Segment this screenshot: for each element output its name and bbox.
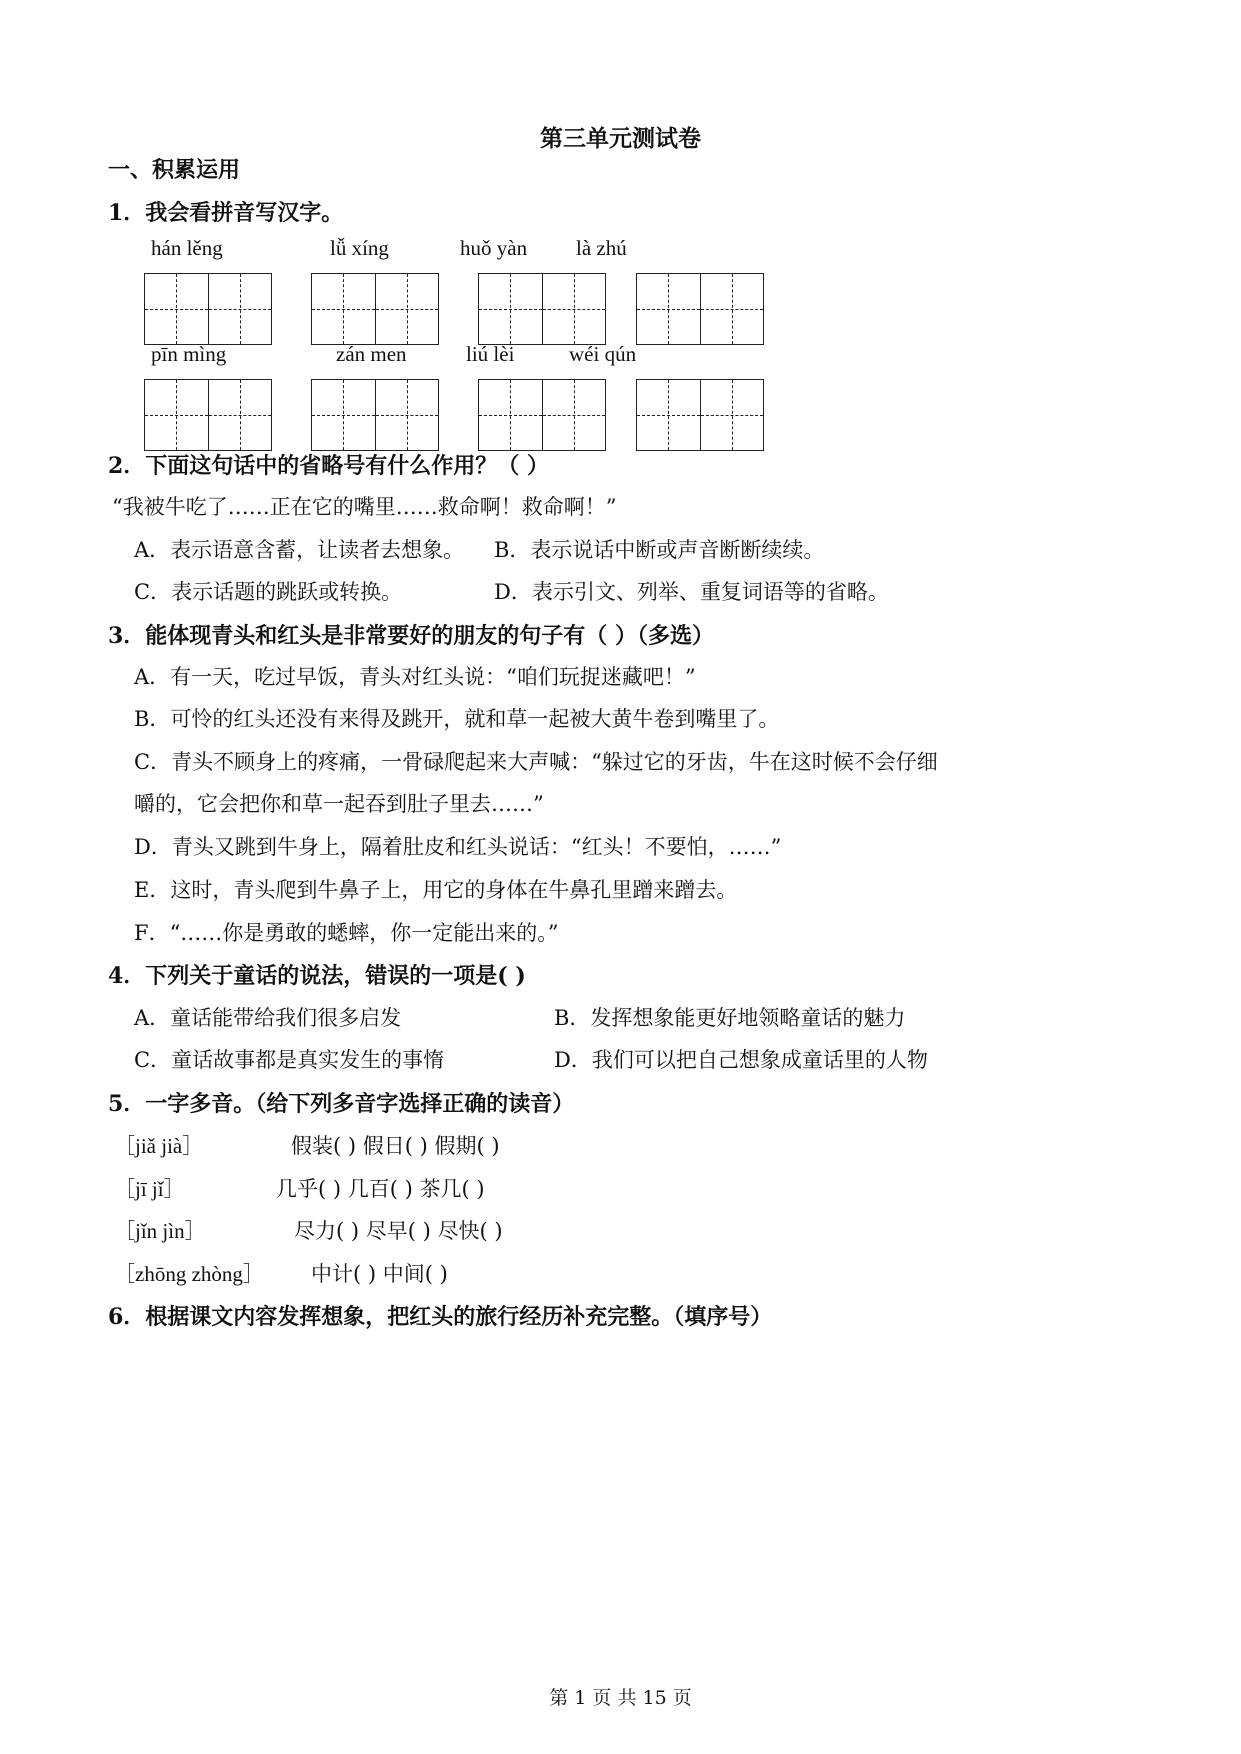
- option-c: C．童话故事都是真实发生的事惰: [134, 1048, 445, 1072]
- pinyin-options: ［jǐn jìn］: [114, 1219, 206, 1243]
- pinyin-label: liú lèi: [466, 342, 515, 366]
- option-c: C．青头不顾身上的疼痛，一骨碌爬起来大声喊：“躲过它的牙齿，牛在这时候不会仔细: [134, 750, 938, 774]
- page-title: 第三单元测试卷: [540, 125, 701, 152]
- option-e: E．这时，青头爬到牛鼻子上，用它的身体在牛鼻孔里蹭来蹭去。: [134, 878, 738, 902]
- pinyin-label: hán lěng: [151, 236, 223, 260]
- pinyin-label: huǒ yàn: [460, 236, 528, 260]
- option-d: D．我们可以把自己想象成童话里的人物: [554, 1048, 928, 1072]
- polyphone-words: 尽力( ) 尽早( ) 尽快( ): [294, 1219, 503, 1243]
- pinyin-label: pīn mìng: [151, 342, 227, 366]
- page-footer: 第 1 页 共 15 页: [549, 1687, 692, 1709]
- pinyin-options: ［jiǎ jià］: [114, 1134, 204, 1158]
- writing-grid[interactable]: [144, 379, 272, 451]
- option-b: B．可怜的红头还没有来得及跳开，就和草一起被大黄牛卷到嘴里了。: [134, 707, 780, 731]
- option-a: A．有一天，吃过早饭，青头对红头说：“咱们玩捉迷藏吧！”: [134, 665, 696, 689]
- question-1-stem: 1．我会看拼音写汉字。: [108, 200, 344, 226]
- quote-text: “我被牛吃了……正在它的嘴里……救命啊！救命啊！”: [112, 495, 617, 519]
- writing-grid[interactable]: [311, 273, 439, 345]
- pinyin-options: ［zhōng zhòng］: [114, 1262, 264, 1286]
- option-d: D．青头又跳到牛身上，隔着肚皮和红头说话：“红头！不要怕，……”: [134, 835, 782, 859]
- option-a: A．表示语意含蓄，让读者去想象。: [134, 538, 465, 562]
- polyphone-words: 假装( ) 假日( ) 假期( ): [291, 1134, 500, 1158]
- question-2-stem: 2．下面这句话中的省略号有什么作用？（ ）: [108, 453, 549, 479]
- option-d: D．表示引文、列举、重复词语等的省略。: [494, 580, 889, 604]
- writing-grid[interactable]: [636, 379, 764, 451]
- pinyin-label: wéi qún: [569, 342, 637, 366]
- writing-grid[interactable]: [311, 379, 439, 451]
- option-b: B．表示说话中断或声音断断续续。: [494, 538, 825, 562]
- option-c-continued: 嚼的，它会把你和草一起吞到肚子里去……”: [134, 792, 544, 816]
- question-4-stem: 4．下列关于童话的说法，错误的一项是( ): [108, 963, 526, 989]
- polyphone-words: 中计( ) 中间( ): [311, 1262, 448, 1286]
- option-b: B．发挥想象能更好地领略童话的魅力: [554, 1006, 906, 1030]
- pinyin-label: zán men: [336, 342, 407, 366]
- writing-grid[interactable]: [636, 273, 764, 345]
- polyphone-words: 几乎( ) 几百( ) 茶几( ): [276, 1177, 485, 1201]
- writing-grid[interactable]: [144, 273, 272, 345]
- option-c: C．表示话题的跳跃或转换。: [134, 580, 403, 604]
- pinyin-options: ［jī jǐ］: [114, 1177, 185, 1201]
- pinyin-label: là zhú: [576, 236, 627, 260]
- option-f: F．“……你是勇敢的蟋蟀，你一定能出来的。”: [134, 921, 559, 945]
- writing-grid[interactable]: [478, 273, 606, 345]
- question-6-stem: 6．根据课文内容发挥想象，把红头的旅行经历补充完整。（填序号）: [108, 1304, 773, 1330]
- option-a: A．童话能带给我们很多启发: [134, 1006, 402, 1030]
- section-heading: 一、积累运用: [108, 157, 241, 183]
- pinyin-label: lǚ xíng: [330, 236, 389, 260]
- question-5-stem: 5．一字多音。（给下列多音字选择正确的读音）: [108, 1091, 575, 1117]
- question-3-stem: 3．能体现青头和红头是非常要好的朋友的句子有（ ）（多选）: [108, 623, 714, 649]
- writing-grid[interactable]: [478, 379, 606, 451]
